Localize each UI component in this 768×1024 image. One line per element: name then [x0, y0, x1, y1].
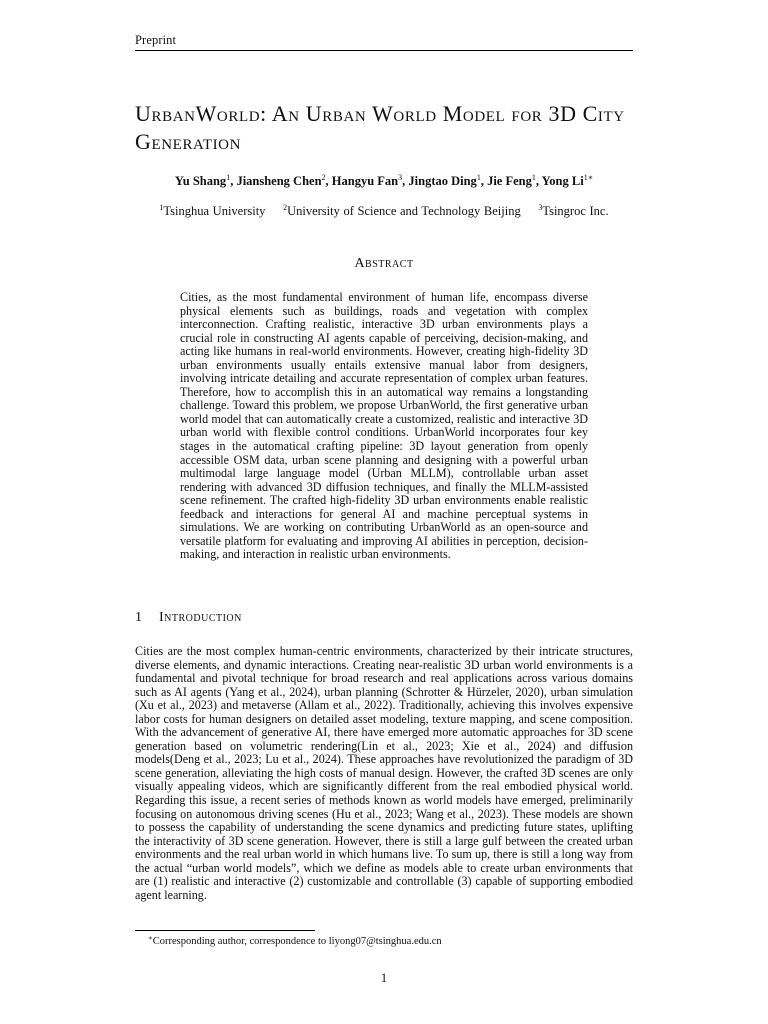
author: Yu Shang$^1$, [174, 173, 237, 188]
affiliation: $^3$Tsingroc Inc. [538, 203, 609, 218]
footnote-rule [135, 930, 315, 931]
running-header: Preprint [135, 33, 177, 47]
author: Jie Feng$^1$, [487, 173, 542, 188]
abstract-text: Cities, as the most fundamental environment of human life, encompass diverse physical elements such as buildings, roads and vegetation with complex interconnection. Crafting realistic, interactive 3D urban environments plays a crucial role in constructing AI agents capable of perceiving, decision-making, and acting like humans in real-world environments. However, creating high-fidelity 3D urban environments usually entails extensive manual labor from designers, involving intricate detailing and accurate representation of complex urban features. Therefore, how to accomplish this in an automatical way remains a longstanding challenge. Toward this problem, we propose UrbanWorld, the first generative urban world model that can automatically create a customized, realistic and interactive 3D urban world with flexible control conditions. UrbanWorld incorporates four key stages in the automatical crafting pipeline: 3D layout generation from openly accessible OSM data, urban scene planning and designing with a powerful urban multimodal large language model (Urban MLLM), controllable urban asset rendering with advanced 3D diffusion techniques, and finally the MLLM-assisted scene refinement. The crafted high-fidelity 3D urban environments enable realistic feedback and interactions for general AI and machine perceptual systems in simulations. We are working on contributing UrbanWorld as an open-source and versatile platform for evaluating and improving AI abilities in perception, decision-making, and interaction in realistic urban environments. [180, 290, 588, 562]
footnote [148, 934, 442, 947]
paper-title: UrbanWorld: An Urban World Model for 3D City Generation [135, 101, 625, 154]
abstract-heading: Abstract [354, 256, 414, 271]
header-rule [135, 50, 633, 51]
affiliation-list [135, 203, 633, 219]
footnote-text: Corresponding author, correspondence to liyong07@tsinghua.edu.cn [152, 936, 442, 947]
section-number: 1 [135, 610, 142, 625]
page-number: 1 [380, 971, 388, 985]
section-heading [135, 610, 242, 626]
author: Yong $Li^{1∗}$ [541, 173, 594, 188]
author: Hangyu Fan$^3$, [331, 173, 409, 188]
affiliation: $^1$Tsinghua University [159, 203, 266, 218]
introduction-text: Cities are the most complex human-centric environments, characterized by their intricate structures, diverse elements, and dynamic interactions. Creating near-realistic 3D urban world environments is a fundamental and pivotal technique for broad research and real applications across various domains such as AI agents (Yang et al., 2024), urban planning (Schrotter & Hürzeler, 2020), urban simulation (Xu et al., 2023) and metaverse (Allam et al., 2022). Traditionally, achieving this involves expensive labor costs for human designers on detailed asset modeling, texture mapping, and scene composition. With the advancement of generative AI, there have emerged more automatic approaches for 3D scene generation based on volumetric rendering(Lin et al., 2023; Xie et al., 2024) and diffusion models(Deng et al., 2023; Lu et al., 2024). These approaches have revolutionized the paradigm of 3D scene generation, alleviating the high costs of manual design. However, the crafted 3D scenes are only visually appealing videos, which are significantly different from the real embodied physical world. Regarding this issue, a recent series of methods known as world models have emerged, preliminarily focusing on autonomous driving scenes (Hu et al., 2023; Wang et al., 2023). These models are shown to possess the capability of understanding the scene dynamics and predicting future states, uplifting the interactivity of 3D scene generation. However, there is still a large gulf between the created urban environments and the real urban world in which humans live. To sum up, there is still a long way from the actual “urban world models”, which we define as models able to create urban environments that are (1) realistic and interactive (2) customizable and controllable (3) capable of supporting embodied agent learning. [135, 644, 633, 902]
footnote-mark: ∗ [148, 934, 153, 942]
affiliation: $^2$University of Science and Technology Beijing [283, 203, 521, 218]
author-list [135, 173, 633, 189]
author: Jingtao Ding$^1$, [408, 173, 488, 188]
author: Jiansheng Chen$^2$, [236, 173, 332, 188]
section-title: Introduction [159, 610, 242, 625]
